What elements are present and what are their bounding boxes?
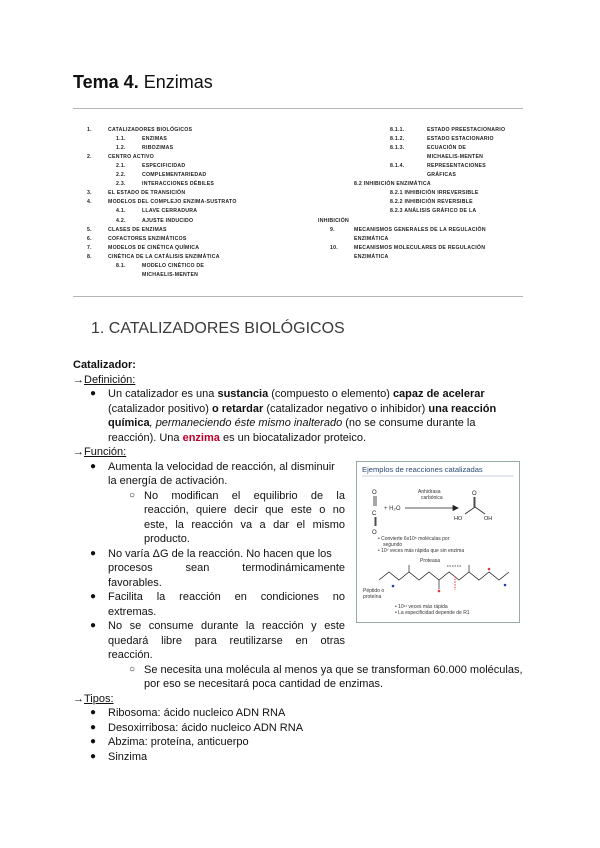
funcion-b4-l1: No se consume durante la reacción y este <box>108 620 345 632</box>
enzyme1-label-b: carbónica <box>421 495 443 501</box>
toc-item-label: LLAVE CERRADURA <box>142 208 198 215</box>
enzima-keyword: enzima <box>182 431 220 444</box>
toc-item-label: MODELOS DEL COMPLEJO ENZIMA-SUSTRATO <box>108 199 237 206</box>
funcion-s1-l4: producto. <box>144 533 190 545</box>
catalizador-label: Catalizador: <box>73 359 136 371</box>
toc-item-number: 2.3. <box>116 181 126 188</box>
subbullet-icon: ○ <box>129 663 136 675</box>
funcion-s1-l1: No modifican el equilibrio de la <box>144 489 345 502</box>
bullet-icon: ● <box>90 721 97 733</box>
toc-item-label: MODELOS DE CINÉTICA QUÍMICA <box>108 244 200 251</box>
toc-item-number: 4.1. <box>116 208 126 215</box>
toc-item-number: 9. <box>330 226 335 233</box>
bullet-icon: ● <box>90 460 97 472</box>
toc-item-label: ECUACIÓN DE <box>427 145 467 152</box>
subbullet-icon: ○ <box>129 489 136 501</box>
funcion-b4-l3: reacción. <box>108 649 153 661</box>
toc-item-number: 2.2. <box>116 172 126 179</box>
toc-item-label: MECANISMOS GENERALES DE LA REGULACIÓN <box>354 226 486 233</box>
peptide-label-b: proteína <box>363 594 382 600</box>
toc-item-label: REPRESENTACIONES <box>427 163 486 170</box>
funcion-s1-l3: este, la reacción va a dar el mismo <box>144 518 345 531</box>
figure-catalyzed-reactions <box>356 461 520 623</box>
tipos-item: Ribosoma: ácido nucleico ADN RNA <box>108 707 286 719</box>
bullet-icon: ● <box>90 591 97 602</box>
tipos-list <box>73 706 373 766</box>
funcion-s1-l2: reacción, quiere decir que este o no <box>144 504 345 516</box>
toc-item-label: CATALIZADORES BIOLÓGICOS <box>108 127 193 133</box>
definicion-heading: →Definición: <box>73 373 136 386</box>
funcion-b1-l2: la energía de activación. <box>108 475 228 487</box>
note-1b: segundo <box>383 542 403 548</box>
toc-item-number: 10. <box>330 244 338 251</box>
note-4: • La especificidad depende de R1 <box>395 610 470 616</box>
def-line-4: reacción). Una enzima es un biocatalizador proteico. <box>108 431 367 444</box>
section-heading: 1. CATALIZADORES BIOLÓGICOS <box>91 320 345 337</box>
funcion-heading: →Función: <box>73 446 127 458</box>
toc-item-label: CINÉTICA DE LA CATÁLISIS ENZIMÁTICA <box>108 253 220 260</box>
toc-item-label: MODELO CINÉTICO DE <box>142 262 205 269</box>
toc-item-label: ESTADO ESTACIONARIO <box>427 136 494 143</box>
toc-item-number: 8.1.1. <box>390 127 405 133</box>
toc-item-number: 1.2. <box>116 145 126 152</box>
toc-item-label: ESTADO PREESTACIONARIO <box>427 127 506 133</box>
toc-item-label: 8.2 INHIBICIÓN ENZIMÁTICA <box>354 181 431 188</box>
bullet-icon: ● <box>90 620 97 631</box>
toc-item-number: 2. <box>87 154 92 161</box>
funcion-b3-l1: Facilita la reacción en condiciones no <box>108 591 345 603</box>
toc-item-label: RIBOZIMAS <box>142 145 174 152</box>
svg-text:O: O <box>472 491 477 497</box>
toc-item-number: 1.1. <box>116 136 126 143</box>
svg-text:O: O <box>372 490 377 496</box>
bullet-icon: ● <box>90 750 97 762</box>
toc-item-number: 8.1.4. <box>390 163 405 170</box>
toc-divider <box>73 296 523 297</box>
tipos-item: Abzima: proteína, anticuerpo <box>108 736 249 748</box>
toc-item-label: COFACTORES ENZIMÁTICOS <box>108 235 187 242</box>
bullet-icon: ● <box>90 388 97 399</box>
toc-item-label: INHIBICIÓN <box>318 217 350 224</box>
toc-item-label: MICHAELIS-MENTEN <box>142 271 199 278</box>
svg-text:C: C <box>372 511 377 517</box>
funcion-b1-l1: Aumenta la velocidad de reacción, al disminuir <box>108 460 335 473</box>
funcion-b3-l2: extremas. <box>108 605 157 618</box>
toc-item-number: 4.2. <box>116 217 126 224</box>
top-divider <box>73 108 523 109</box>
toc-item-label: 8.2.3 ANÁLISIS GRÁFICO DE LA <box>390 208 477 215</box>
toc-item-label: ENZIMÁTICA <box>354 253 389 260</box>
toc-item-label: CENTRO ACTIVO <box>108 154 154 161</box>
funcion-b2-l1: No varía ΔG de la reacción. No hacen que los <box>108 547 332 560</box>
def-line-1: Un catalizador es una sustancia (compuesto o elemento) capaz de acelerar <box>108 388 485 400</box>
figure-title: Ejemplos de reacciones catalizadas <box>362 465 483 474</box>
toc-item-number: 2.1. <box>116 163 126 170</box>
toc-item-label: AJUSTE INDUCIDO <box>142 217 194 224</box>
toc-item-number: 3. <box>87 190 92 197</box>
toc-item-label: 8.2.2 INHIBICIÓN REVERSIBLE <box>390 199 473 206</box>
note-3: • 10¹¹ veces más rápida <box>395 604 448 610</box>
funcion-b2-l2: procesos sean termodinámicamente <box>108 562 345 574</box>
def-line-3: química, permaneciendo éste mismo inalterado (no se consume durante la <box>108 417 476 429</box>
peptide-label: Péptido o <box>363 588 385 594</box>
toc-right-column <box>318 126 538 286</box>
toc-left-column <box>87 126 317 286</box>
toc-item-label: GRÁFICAS <box>427 172 457 179</box>
toc-item-label: MECANISMOS MOLECULARES DE REGULACIÓN <box>354 244 486 251</box>
toc-item-number: 5. <box>87 226 92 233</box>
water-label: + H₂O <box>384 506 401 512</box>
svg-text:HO: HO <box>454 516 463 522</box>
toc-item-label: CLASES DE ENZIMAS <box>108 226 167 233</box>
toc-item-number: 6. <box>87 235 92 242</box>
toc-item-label: MICHAELIS-MENTEN <box>427 154 484 161</box>
svg-text:O: O <box>372 530 377 536</box>
toc-item-number: 8. <box>87 253 92 260</box>
toc-item-label: ENZIMAS <box>142 136 168 143</box>
toc-item-label: ESPECIFICIDAD <box>142 163 186 170</box>
page-title: Tema 4. Enzimas <box>73 72 213 92</box>
toc-item-number: 8.1. <box>116 262 126 269</box>
toc-item-label: EL ESTADO DE TRANSICIÓN <box>108 190 186 197</box>
funcion-b2-l3: favorables. <box>108 576 162 589</box>
svg-text:OH: OH <box>484 516 493 522</box>
note-2: • 10⁷ veces más rápida que sin enzima <box>378 548 465 554</box>
toc-item-label: 8.2.1 INHIBICIÓN IRREVERSIBLE <box>390 190 479 197</box>
bullet-icon: ● <box>90 736 97 747</box>
funcion-s2-l1: Se necesita una molécula al menos ya que se transforman 60.000 moléculas, <box>144 663 523 676</box>
toc-item-number: 7. <box>87 244 92 251</box>
funcion-s2-l2: por eso se necesitará poca cantidad de enzimas. <box>144 678 384 690</box>
toc-item-label: INTERACCIONES DÉBILES <box>142 181 215 188</box>
enzyme1-label: Anhidrasa <box>418 489 441 495</box>
toc-item-number: 1. <box>87 127 92 133</box>
toc-item-number: 8.1.2. <box>390 136 405 143</box>
toc-item-label: ENZIMÁTICA <box>354 235 389 242</box>
tipos-heading: →Tipos: <box>73 692 114 705</box>
funcion-b4-l2: quedará libre para reutilizarse en otras <box>108 634 345 647</box>
bullet-icon: ● <box>90 547 97 559</box>
toc-item-number: 8.1.3. <box>390 145 405 152</box>
tipos-item: Sinzima <box>108 750 148 763</box>
toc-item-number: 4. <box>87 199 92 206</box>
enzyme2-label: Proteasa <box>420 558 441 564</box>
bullet-icon: ● <box>90 707 97 718</box>
note-1: • Convierte 6x10⁵ moléculas por <box>378 536 450 542</box>
toc-item-label: COMPLEMENTARIEDAD <box>142 172 207 179</box>
def-line-2: (catalizador positivo) o retardar (catalizador negativo o inhibidor) una reacción <box>108 402 497 415</box>
tipos-item: Desoxirribosa: ácido nucleico ADN RNA <box>108 721 304 734</box>
